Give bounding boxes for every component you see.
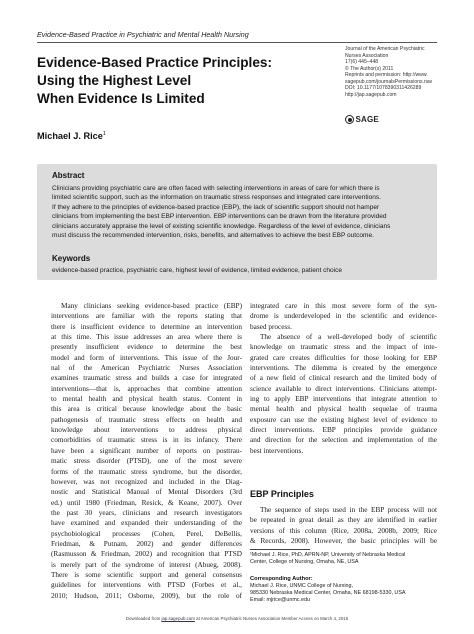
body-text-line: is merely part of the syndrome of interest (Abueg, 2008). xyxy=(51,560,242,569)
abstract-line: If they adhere to the principles of evidence-based practice (EBP), the lack of scientific support should not hamper xyxy=(52,203,380,211)
meta-line: Journal of the American Psychiatric xyxy=(345,46,425,52)
meta-line: Nurses Association xyxy=(345,52,389,59)
body-text-line: have been a significant number of reports on posttrau- xyxy=(51,446,242,455)
meta-line: Reprints and permission: http://www. xyxy=(345,72,428,79)
body-text-line: Many clinicians seeking evidence-based practice (EBP) xyxy=(61,302,242,310)
body-text-line: knowledge on traumatic stress and the impact of inte- xyxy=(250,343,437,352)
body-text-line: examines traumatic stress and builds a case for integrated xyxy=(51,374,242,383)
section-heading: EBP Principles xyxy=(250,489,314,499)
footnote-line: ¹Michael J. Rice, PhD, APRN-NP, University of Nebraska Medical xyxy=(250,552,406,558)
body-text-line: psychobiological processes (Cohen, Perel, DeBellis, xyxy=(51,529,242,538)
title-line: When Evidence Is Limited xyxy=(37,91,205,106)
meta-line: sagepub.com/journalsPermissions.nav xyxy=(345,78,433,85)
body-text-line: presently insufficient evidence to determine the best xyxy=(51,343,242,352)
body-right-column-continued xyxy=(250,505,437,546)
body-text-line: matic stress disorder (PTSD), one of the most severe xyxy=(51,457,242,466)
body-text-line: pathogenesis of traumatic stress effects on health and xyxy=(51,415,242,424)
body-text-line: of a new field of clinical research and the limited body of xyxy=(250,374,437,383)
author-name: Michael J. Rice$^1$ xyxy=(37,131,106,142)
body-text-line: and direction for the selection and implementation of the xyxy=(250,436,437,445)
sage-mark-icon xyxy=(345,115,354,124)
abstract-line: limited scientific support, such as the information on traumatic stress responses and integrated care interventions. xyxy=(52,194,381,202)
body-text-line: this area is critical because knowledge about the basic xyxy=(51,405,242,414)
body-text-line: nal of the American Psychiatric Nurses Association xyxy=(51,364,242,373)
body-text-line: nostic and Statistical Manual of Mental Disorders (3rd xyxy=(51,488,242,497)
body-text-line: 2010; Hudson, 2011; Osborne, 2009), but the role of xyxy=(51,591,242,600)
body-text-line: grated care creates difficulties for those looking for EBP xyxy=(250,353,437,362)
body-text-line: & Records, 2008). However, the basic principles will be xyxy=(250,537,437,546)
abstract-text xyxy=(52,184,432,241)
body-text-line: based process. xyxy=(250,322,292,331)
body-text-line: ed.) until 1980 (Friedman, Resick, & Keane, 2007). Over xyxy=(51,498,242,507)
abstract-line: clinicians accurately appraise the level of existing scientific knowledge. Regardless of the level of evidence, clinicians xyxy=(52,222,391,230)
body-text-line: there is insufficient evidence to determine an intervention xyxy=(51,322,242,331)
abstract-heading: Abstract xyxy=(52,171,85,180)
footnote-line: Center, College of Nursing, Omaha, NE, USA xyxy=(250,559,359,566)
body-text-line: interventions. The dilemma is created by the emergence xyxy=(250,364,437,373)
body-text-line: There is some scientific support and general consensus xyxy=(51,570,242,579)
body-text-line: integrated care in this most severe form of the syn- xyxy=(250,302,437,310)
journal-metadata xyxy=(345,46,457,98)
body-text-line: to mental health and physical health status. Content in xyxy=(51,395,242,404)
corresponding-author-heading: Corresponding Author: xyxy=(250,576,313,582)
title-line: Using the Highest Level xyxy=(37,73,192,88)
body-text-line: drome is underdeveloped in the scientific and evidence- xyxy=(250,312,437,321)
corresponding-line: Michael J. Rice, UNMC College of Nursing, xyxy=(250,583,354,589)
keywords-text: evidence-based practice, psychiatric care, highest level of evidence, limited evidence, patient choice xyxy=(52,267,343,274)
abstract-line: Clinicians providing psychiatric care are often faced with selecting interventions in areas of care for which there is xyxy=(52,185,380,192)
title-line: Evidence-Based Practice Principles: xyxy=(37,55,272,70)
body-text-line: be repeated in great detail as they are identified in earlier xyxy=(250,516,437,525)
article-title xyxy=(37,54,327,108)
body-text-line: model and form of interventions. This issue of the Jour- xyxy=(51,353,242,362)
body-text-line: The absence of a well-developed body of scientific xyxy=(260,333,437,342)
body-text-line: science available to direct interventions. Clinicians attempt- xyxy=(250,384,437,393)
body-text-line: versions of this column (Rice, 2008a, 2008b, 2009; Rice xyxy=(250,526,437,535)
header-rule xyxy=(37,42,437,43)
meta-line: © The Author(s) 2011 xyxy=(345,65,394,72)
body-text-line: at this time. This issue addresses an area where there is xyxy=(51,333,242,342)
body-text-line: interventions are familiar with the reports stating that xyxy=(51,312,242,321)
body-text-line: direct interventions. EBP principles provide guidance xyxy=(250,426,437,435)
keywords-heading: Keywords xyxy=(52,254,91,263)
body-text-line: The sequence of steps used in the EBP process will not xyxy=(260,506,437,514)
body-text-line: mental health and physical health sequelae of trauma xyxy=(250,405,437,414)
body-text-line: forms of the traumatic stress syndrome, but the disorder, xyxy=(51,467,242,476)
body-text-line: best interventions. xyxy=(250,446,304,455)
corresponding-line: 985330 Nebraska Medical Center, Omaha, NE 68198-5330, USA xyxy=(250,590,406,597)
body-text-line: however, was not recognized and included in the Diag- xyxy=(51,477,242,486)
body-left-column xyxy=(51,301,242,601)
corresponding-author-details xyxy=(250,583,440,605)
body-text-line: exposure can use the existing highest level of evidence to xyxy=(250,415,437,424)
body-text-line: (Rasmusson & Friedman, 2002) and recognition that PTSD xyxy=(51,550,242,559)
body-right-column xyxy=(250,301,437,456)
sage-logo xyxy=(345,115,379,124)
footer-link[interactable]: jap.sagepub.com xyxy=(161,616,195,621)
author-affiliation-marker: 1 xyxy=(102,131,106,137)
meta-line: DOI: 10.1177/1078390311426289 xyxy=(345,85,422,92)
abstract-line: clinicians from implementing the best EBP intervention. EBP interventions can be drawn from the literature provided xyxy=(52,213,387,221)
body-text-line: ing to apply EBP interventions that integrate attention to xyxy=(250,395,437,404)
body-text-line: interventions—that is, approaches that combine attention xyxy=(51,384,242,393)
running-head: Evidence-Based Practice in Psychiatric and Mental Health Nursing xyxy=(37,30,249,39)
body-text-line: comorbidities of traumatic stress is in its infancy. There xyxy=(51,436,242,445)
body-text-line: have examined and expanded their understanding of the xyxy=(51,519,242,528)
abstract-line: must discuss the recommended intervention, risks, benefits, and alternatives to achieve the best EBP outcome. xyxy=(52,232,374,240)
footnote-rule xyxy=(250,549,310,550)
meta-line: 17(6) 445–448 xyxy=(345,59,379,66)
body-text-line: knowledge about interventions to address physical xyxy=(51,426,242,435)
body-text-line: the past 30 years, clinicians and research investigators xyxy=(51,508,242,517)
sage-logo-text: SAGE xyxy=(355,115,379,124)
corresponding-line: Email: mjrice@unmc.edu xyxy=(250,597,310,604)
body-text-line: Friedman, & Putnam, 2002) and gender differences xyxy=(51,539,242,548)
meta-line: http://jap.sagepub.com xyxy=(345,91,397,98)
body-text-line: guidelines for interventions with PTSD (Forbes et al., xyxy=(51,581,242,590)
author-footnote xyxy=(250,552,440,566)
download-footer: Downloaded from jap.sagepub.com at American Psychiatric Nurses Association Member Access on March 4, 2016 xyxy=(125,616,349,621)
